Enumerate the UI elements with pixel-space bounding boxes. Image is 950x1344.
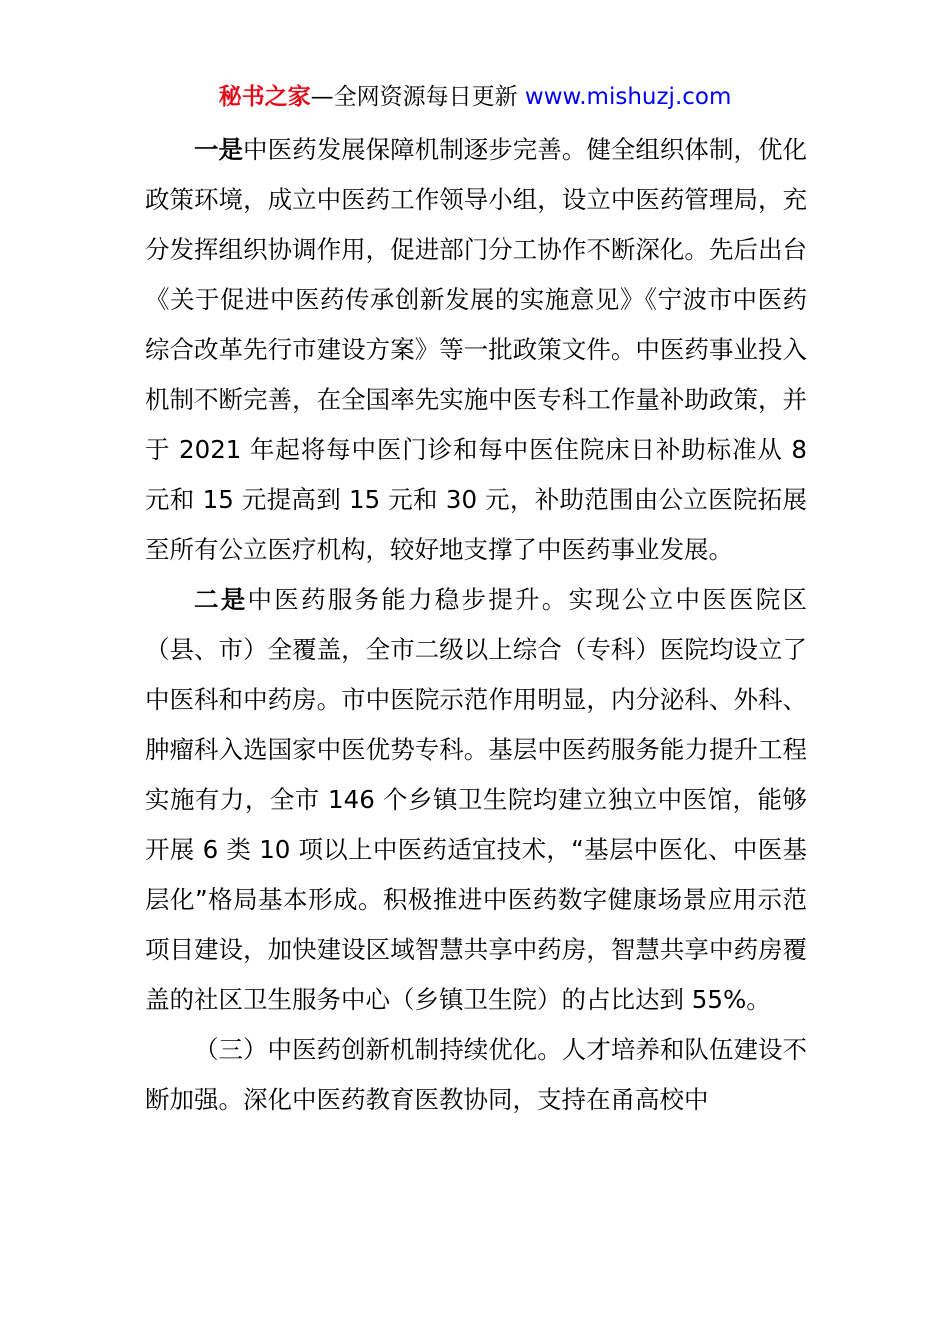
paragraph-1-text: 中医药发展保障机制逐步完善。健全组织体制，优化政策环境，成立中医药工作领导小组，设立中医药管理局，充分发挥组织协调作用，促进部门分工协作不断深化。先后出台《关于促进中医药传承创新发展的实施意见》《宁波市中医药综合改革先行市建设方案》等一批政策文件。中医药事业投入机制不断完善，在全国率先实施中医专科工作量补助政策，并于 2021 年起将每中医门诊和每中医住院床日补助标准从 8 元和 15 元提高到 15 元和 30 元，补助范围由公立医院拓展至所有公立医疗机构，较好地支撑了中医药事业发展。 bbox=[145, 135, 808, 564]
header-tagline: —全网资源每日更新 bbox=[310, 84, 525, 110]
site-url-link[interactable]: www.mishuzj.com bbox=[524, 84, 732, 110]
site-header bbox=[0, 80, 950, 114]
paragraph-1 bbox=[145, 125, 807, 575]
paragraph-2 bbox=[145, 575, 807, 1025]
paragraph-2-lead: 二是 bbox=[194, 585, 248, 614]
document-body bbox=[145, 125, 807, 1125]
paragraph-3-text: （三）中医药创新机制持续优化。人才培养和队伍建设不断加强。深化中医药教育医教协同，支持在甬高校中 bbox=[145, 1035, 807, 1114]
paragraph-2-text: 中医药服务能力稳步提升。实现公立中医医院区（县、市）全覆盖，全市二级以上综合（专科）医院均设立了中医科和中药房。市中医院示范作用明显，内分泌科、外科、肿瘤科入选国家中医优势专科。基层中医药服务能力提升工程实施有力，全市 146 个乡镇卫生院均建立独立中医馆，能够开展 6 类 10 项以上中医药适宜技术，“基层中医化、中医基层化”格局基本形成。积极推进中医药数字健康场景应用示范项目建设，加快建设区域智慧共享中药房，智慧共享中药房覆盖的社区卫生服务中心（乡镇卫生院）的占比达到 55%。 bbox=[145, 585, 807, 1014]
paragraph-1-lead: 一是 bbox=[194, 135, 244, 164]
paragraph-3 bbox=[145, 1025, 807, 1125]
brand-name: 秘书之家 bbox=[218, 84, 311, 110]
